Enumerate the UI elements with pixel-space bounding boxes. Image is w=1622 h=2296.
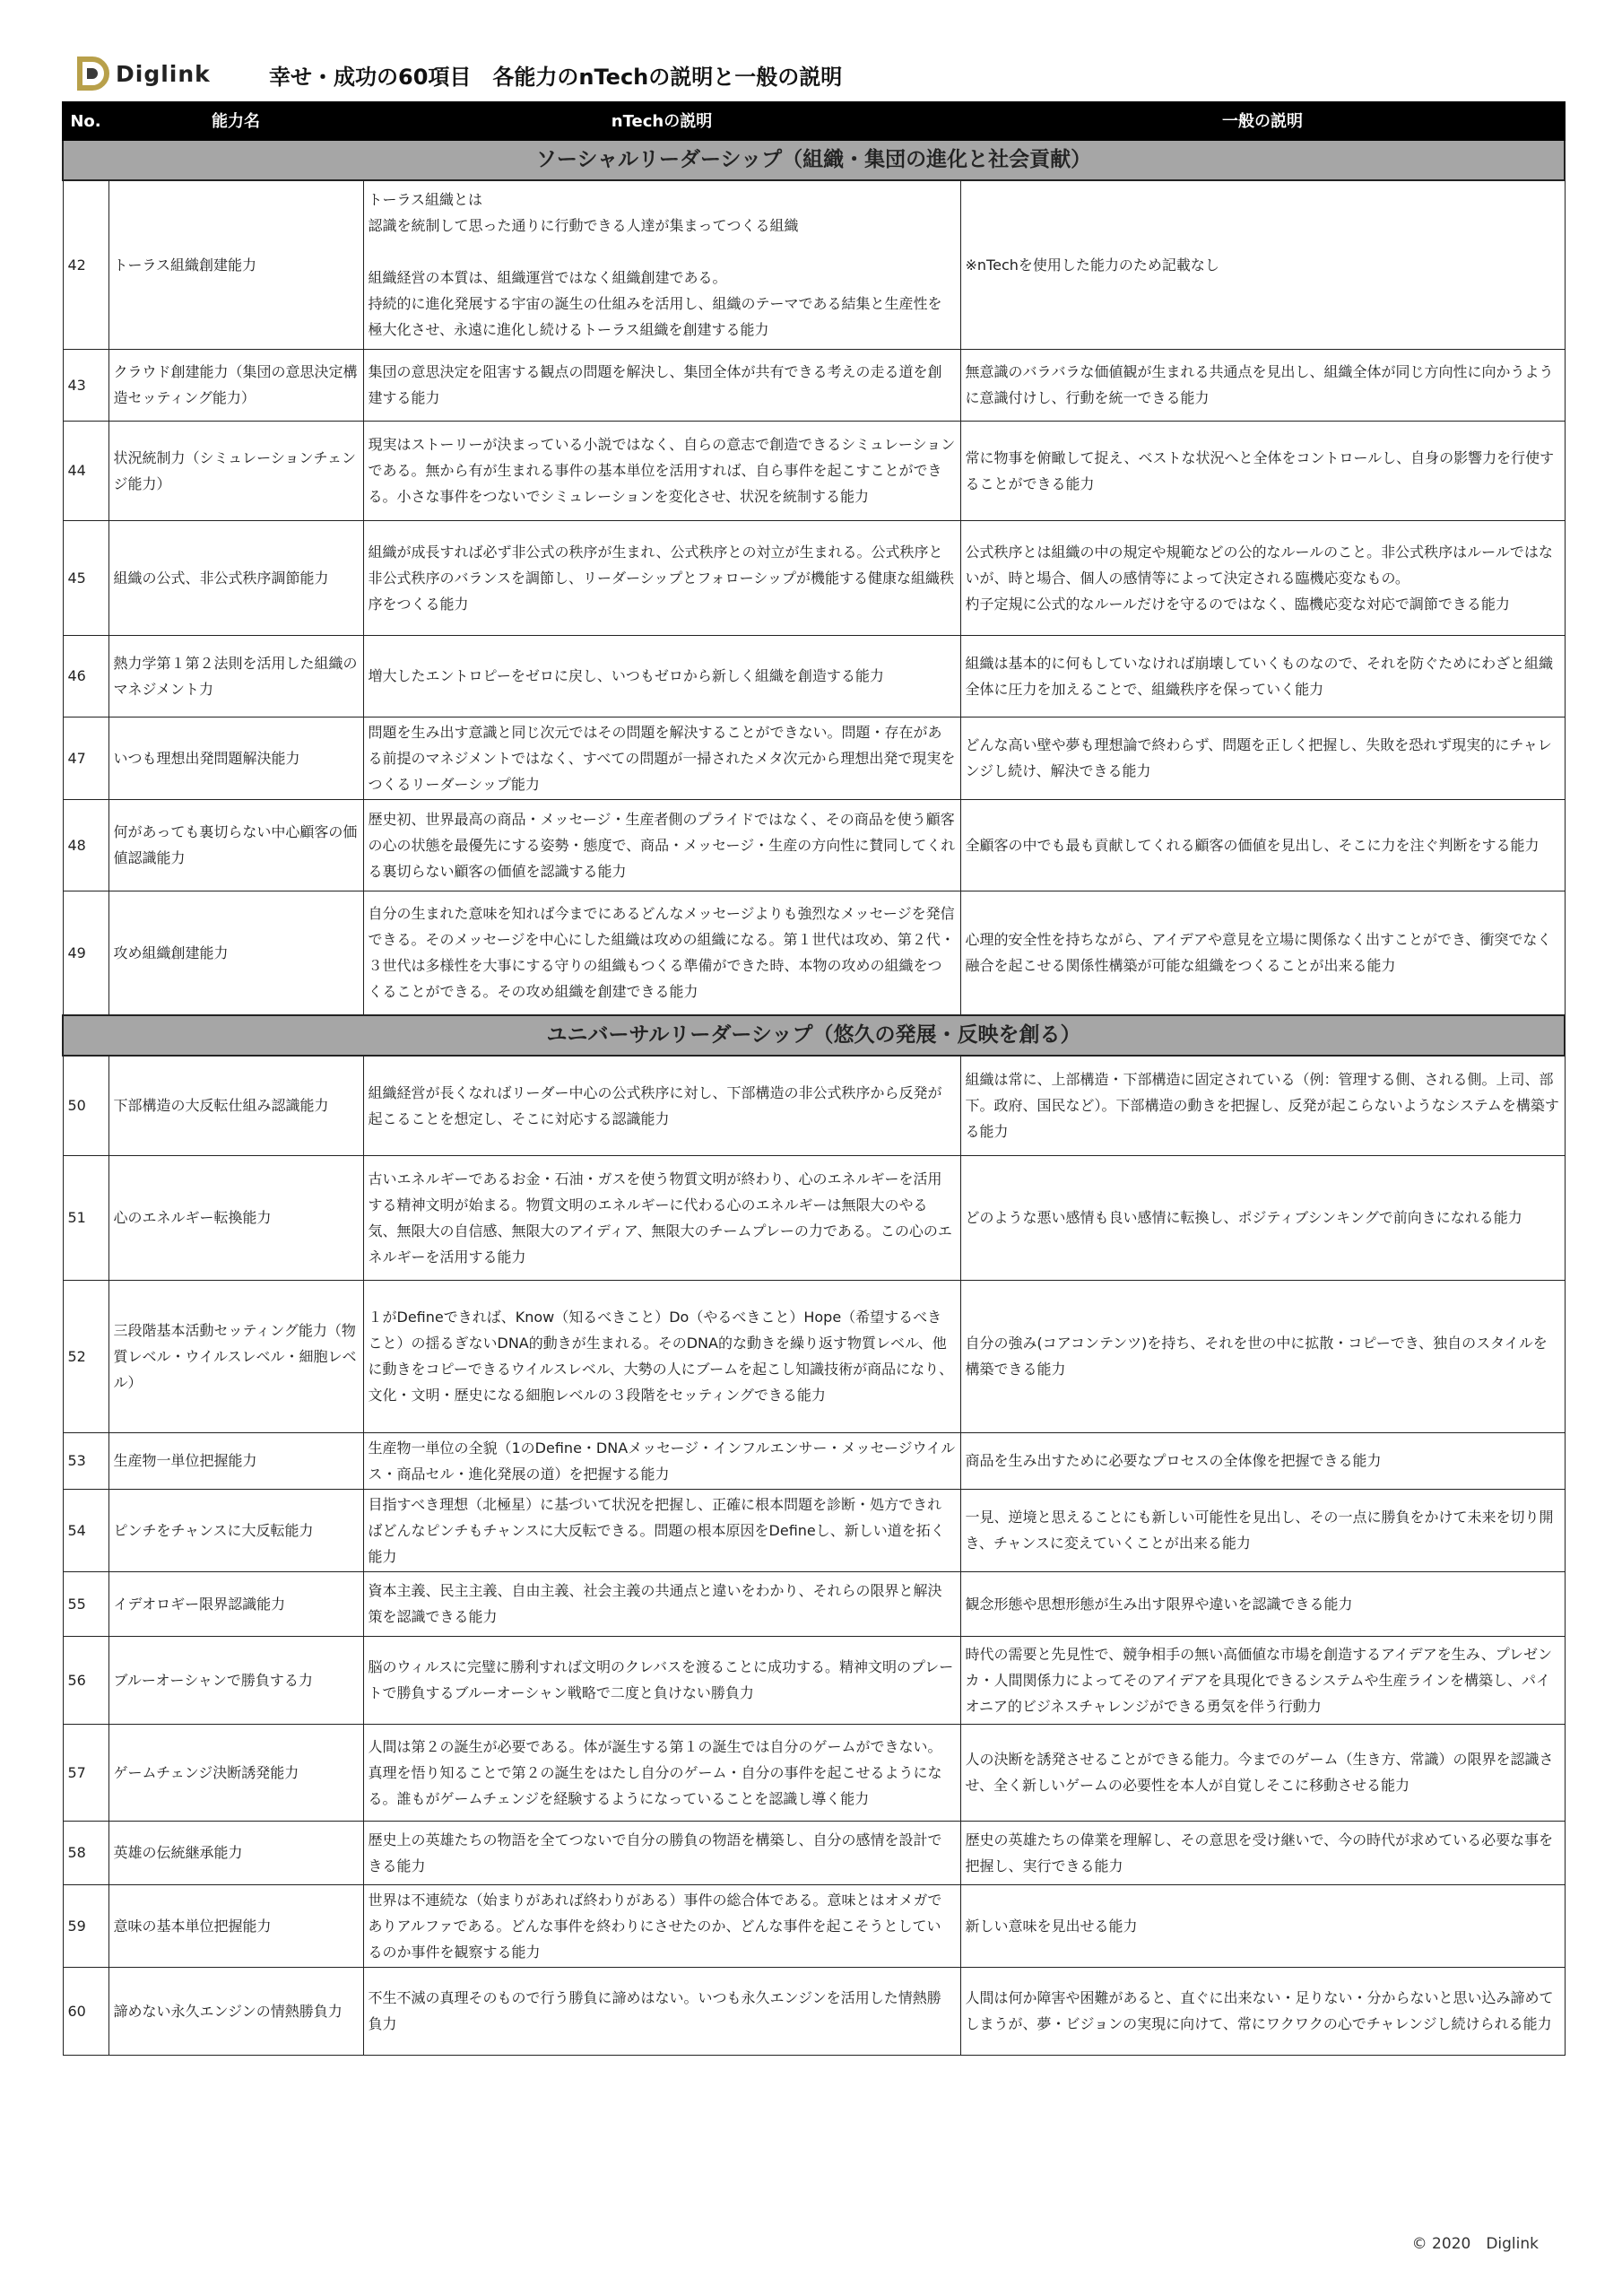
ability-name: 攻め組織創建能力 [113, 944, 229, 961]
row-number-cell [63, 1724, 108, 1821]
general-description-cell [960, 1155, 1565, 1280]
diglink-logo-icon [76, 56, 110, 91]
table-body [63, 140, 1565, 2055]
row-number-cell [63, 1155, 108, 1280]
row-number: 46 [67, 667, 86, 684]
general-description-cell [960, 180, 1565, 349]
brand-logo [76, 52, 211, 95]
row-number: 52 [67, 1347, 86, 1365]
ntech-description: 現実はストーリーが決まっている小説ではなく、自らの意志で創造できるシミュレーションである。無から有が生まれる事件の基本単位を活用すれば、自ら事件を起こすことができる。小さな事件をつないでシミュレーションを変化させ、状況を統制する能力 [368, 436, 956, 505]
general-description: どんな高い壁や夢も理想論で終わらず、問題を正しく把握し、失敗を恐れず現実的にチャレンジし続け、解決できる能力 [965, 736, 1552, 779]
general-description: 公式秩序とは組織の中の規定や規範などの公的なルールのこと。非公式秩序はルールではないが、時と場合、個人の感情等によって決定される臨機応変なもの。 杓子定規に公式的なルールだけを守るのではなく、臨機応変な対応で調節できる能力 [965, 543, 1553, 613]
ntech-description: 増大したエントロピーをゼロに戻し、いつもゼロから新しく組織を創造する能力 [368, 667, 884, 684]
section-title: ソーシャルリーダーシップ（組織・集団の進化と社会貢献） [63, 140, 1565, 180]
row-number-cell [63, 1280, 108, 1432]
row-number-cell [63, 1636, 108, 1724]
ability-name-cell [108, 1489, 363, 1571]
table-row [63, 1432, 1565, 1489]
ability-name-cell [108, 635, 363, 717]
row-number: 58 [67, 1844, 86, 1861]
ntech-description-cell [363, 799, 960, 891]
row-number-cell [63, 1884, 108, 1967]
general-description: ※nTechを使用した能力のため記載なし [965, 256, 1219, 274]
ability-name-cell [108, 1155, 363, 1280]
general-description-cell [960, 520, 1565, 635]
general-description-cell [960, 891, 1565, 1015]
ntech-description-cell [363, 349, 960, 421]
general-description: 新しい意味を見出せる能力 [965, 1917, 1138, 1935]
ntech-description-cell [363, 891, 960, 1015]
ntech-description: 目指すべき理想（北極星）に基づいて状況を把握し、正確に根本問題を診断・処方できればどんなピンチもチャンスに大反転できる。問題の根本原因をDefineし、新しい道を拓く能力 [368, 1495, 945, 1565]
ntech-description-cell [363, 1056, 960, 1155]
table-row [63, 799, 1565, 891]
ability-name-cell [108, 1821, 363, 1884]
table-row [63, 520, 1565, 635]
ability-name-cell [108, 1884, 363, 1967]
ntech-description: 人間は第２の誕生が必要である。体が誕生する第１の誕生では自分のゲームができない。真理を悟り知ることで第２の誕生をはたし自分のゲーム・自分の事件を起こせるようになる。誰もがゲームチェンジを経験するようになっていることを認識し導く能力 [368, 1737, 942, 1807]
ability-name-cell [108, 180, 363, 349]
ntech-description: トーラス組織とは 認識を統制して思った通りに行動できる人達が集まってつくる組織 組織経営の本質は、組織運営ではなく組織創建である。 持続的に進化発展する宇宙の誕生の仕組みを活用し、組織のテーマである結集と生産性を極大化させ、永遠に進化し続けるトーラス組織を創建する能力 [368, 191, 942, 339]
general-description: 自分の強み(コアコンテンツ)を持ち、それを世の中に拡散・コピーでき、独自のスタイルを構築できる能力 [965, 1335, 1548, 1378]
ability-name-cell [108, 1571, 363, 1636]
ability-name: ピンチをチャンスに大反転能力 [113, 1521, 314, 1539]
ntech-description: 組織経営が長くなればリーダー中心の公式秩序に対し、下部構造の非公式秩序から反発が起こることを想定し、そこに対応する認識能力 [368, 1083, 942, 1127]
ability-name: イデオロギー限界認識能力 [113, 1595, 286, 1613]
table-row [63, 1636, 1565, 1724]
general-description: 組織は常に、上部構造・下部構造に固定されている（例：管理する側、される側。上司、部下。政府、国民など）。下部構造の動きを把握し、反発が起こらないようなシステムを構築する能力 [965, 1071, 1559, 1141]
ntech-description-cell [363, 1489, 960, 1571]
ability-name-cell [108, 520, 363, 635]
table-row [63, 1155, 1565, 1280]
row-number-cell [63, 349, 108, 421]
ability-name: クラウド創建能力（集団の意思決定構造セッティング能力） [113, 363, 358, 406]
table-row [63, 1056, 1565, 1155]
general-description-cell [960, 717, 1565, 799]
page-header [76, 52, 1556, 95]
general-description: 歴史の英雄たちの偉業を理解し、その意思を受け継いで、今の時代が求めている必要な事を把握し、実行できる能力 [965, 1831, 1554, 1874]
ntech-description: 生産物一単位の全貌（1のDefine・DNAメッセージ・インフルエンサー・メッセージウイルス・商品セル・進化発展の道）を把握する能力 [368, 1439, 956, 1483]
general-description-cell [960, 635, 1565, 717]
row-number-cell [63, 1056, 108, 1155]
ntech-description-cell [363, 717, 960, 799]
row-number: 42 [67, 256, 86, 274]
section-header-row [63, 140, 1565, 180]
ability-name: 組織の公式、非公式秩序調節能力 [113, 569, 329, 587]
ntech-description: 組織が成長すれば必ず非公式の秩序が生まれ、公式秩序との対立が生まれる。公式秩序と非公式秩序のバランスを調節し、リーダーシップとフォローシップが機能する健康な組織秩序をつくる能力 [368, 543, 954, 613]
row-number: 44 [67, 462, 86, 479]
ability-name-cell [108, 891, 363, 1015]
ntech-description-cell [363, 421, 960, 520]
table-row [63, 891, 1565, 1015]
ntech-description-cell [363, 1821, 960, 1884]
table-row [63, 1280, 1565, 1432]
table-row [63, 349, 1565, 421]
general-description: 一見、逆境と思えることにも新しい可能性を見出し、その一点に勝負をかけて未来を切り開き、チャンスに変えていくことが出来る能力 [965, 1509, 1554, 1552]
ability-name-cell [108, 421, 363, 520]
ntech-description: 古いエネルギーであるお金・石油・ガスを使う物質文明が終わり、心のエネルギーを活用する精神文明が始まる。物質文明のエネルギーに代わる心のエネルギーは無限大のやる気、無限大の自信感、無限大のアイディア、無限大のチームプレーの力である。この心のエネルギーを活用する能力 [368, 1170, 952, 1265]
general-description-cell [960, 1724, 1565, 1821]
general-description-cell [960, 1967, 1565, 2055]
ability-name: トーラス組織創建能力 [113, 256, 257, 274]
row-number-cell [63, 635, 108, 717]
general-description: 観念形態や思想形態が生み出す限界や違いを認識できる能力 [965, 1595, 1353, 1613]
ntech-description-cell [363, 1432, 960, 1489]
row-number-cell [63, 1432, 108, 1489]
row-number: 43 [67, 376, 86, 394]
general-description: 商品を生み出すために必要なプロセスの全体像を把握できる能力 [965, 1452, 1382, 1469]
ability-name-cell [108, 1636, 363, 1724]
row-number-cell [63, 717, 108, 799]
row-number: 49 [67, 944, 86, 961]
ability-name-cell [108, 717, 363, 799]
general-description: 心理的安全性を持ちながら、アイデアや意見を立場に関係なく出すことができ、衝突でなく融合を起こせる関係性構築が可能な組織をつくることが出来る能力 [965, 931, 1552, 975]
row-number-cell [63, 1489, 108, 1571]
ability-name: いつも理想出発問題解決能力 [113, 749, 300, 767]
table-row [63, 717, 1565, 799]
ntech-description: 脳のウィルスに完璧に勝利すれば文明のクレバスを渡ることに成功する。精神文明のプレートで勝負するブルーオーシャン戦略で二度と負けない勝負力 [368, 1658, 954, 1701]
ntech-description: １がDefineできれば、Know（知るべきこと）Do（やるべきこと）Hope（希望するべきこと）の揺るぎないDNA的動きが生まれる。そのDNA的な動きを繰り返す物質レベル、他に動きをコピーできるウイルスレベル、大勢の人にブームを起こし知識技術が商品になり、文化・文明・歴史になる細胞レベルの３段階をセッティングできる能力 [368, 1309, 954, 1404]
section-header-row [63, 1015, 1565, 1056]
ntech-description-cell [363, 1724, 960, 1821]
page-title: 幸せ・成功の60項目 各能力のnTechの説明と一般の説明 [269, 65, 843, 90]
general-description-cell [960, 1056, 1565, 1155]
row-number-cell [63, 891, 108, 1015]
general-description-cell [960, 799, 1565, 891]
row-number: 54 [67, 1521, 86, 1539]
ability-name: 熱力学第１第２法則を活用した組織のマネジメント力 [113, 654, 358, 698]
row-number: 51 [67, 1209, 86, 1226]
ability-name-cell [108, 349, 363, 421]
general-description-cell [960, 1489, 1565, 1571]
ability-name-cell [108, 1724, 363, 1821]
ntech-description: 自分の生まれた意味を知れば今までにあるどんなメッセージよりも強烈なメッセージを発信できる。そのメッセージを中心にした組織は攻めの組織になる。第１世代は攻め、第２代・３世代は多様性を大事にする守りの組織もつくる準備ができた時、本物の攻めの組織をつくることができる。その攻め組織を創建できる能力 [368, 905, 955, 1001]
table-row [63, 1724, 1565, 1821]
ability-name-cell [108, 799, 363, 891]
ability-name: 生産物一単位把握能力 [113, 1452, 257, 1469]
row-number: 50 [67, 1097, 86, 1115]
ability-name: 三段階基本活動セッティング能力（物質レベル・ウイルスレベル・細胞レベル） [113, 1321, 357, 1391]
column-header-ntech: nTechの説明 [363, 102, 960, 140]
general-description-cell [960, 1280, 1565, 1432]
row-number-cell [63, 1571, 108, 1636]
row-number-cell [63, 1821, 108, 1884]
row-number: 53 [67, 1452, 86, 1469]
row-number: 45 [67, 569, 86, 587]
ntech-description: 歴史上の英雄たちの物語を全てつないで自分の勝負の物語を構築し、自分の感情を設計できる能力 [368, 1831, 942, 1874]
general-description: 常に物事を俯瞰して捉え、ベストな状況へと全体をコントロールし、自身の影響力を行使することができる能力 [965, 448, 1555, 492]
row-number: 48 [67, 836, 86, 854]
row-number: 60 [67, 2002, 86, 2020]
row-number: 55 [67, 1595, 86, 1613]
row-number-cell [63, 421, 108, 520]
column-header-no: No. [63, 102, 108, 140]
ability-name-cell [108, 1967, 363, 2055]
table-row [63, 1884, 1565, 1967]
general-description: 組織は基本的に何もしていなければ崩壊していくものなので、それを防ぐためにわざと組織全体に圧力を加えることで、組織秩序を保っていく能力 [965, 654, 1554, 698]
row-number-cell [63, 1967, 108, 2055]
ability-name: ゲームチェンジ決断誘発能力 [113, 1763, 299, 1781]
ability-name: ブルーオーシャンで勝負する力 [113, 1671, 313, 1689]
ntech-description: 不生不滅の真理そのもので行う勝負に諦めはない。いつも永久エンジンを活用した情熱勝負力 [368, 1989, 941, 2032]
ability-name-cell [108, 1056, 363, 1155]
general-description: どのような悪い感情も良い感情に転換し、ポジティブシンキングで前向きになれる能力 [965, 1209, 1522, 1226]
general-description-cell [960, 421, 1565, 520]
general-description-cell [960, 1571, 1565, 1636]
table-row [63, 1571, 1565, 1636]
general-description-cell [960, 1636, 1565, 1724]
row-number-cell [63, 520, 108, 635]
ability-name: 諦めない永久エンジンの情熱勝負力 [113, 2002, 343, 2020]
ntech-description-cell [363, 1967, 960, 2055]
table-header-row [63, 102, 1565, 140]
ntech-description-cell [363, 1884, 960, 1967]
ntech-description-cell [363, 1155, 960, 1280]
row-number: 56 [67, 1671, 86, 1689]
general-description: 無意識のバラバラな価値観が生まれる共通点を見出し、組織全体が同じ方向性に向かうように意識付けし、行動を統一できる能力 [965, 363, 1554, 406]
ntech-description: 資本主義、民主主義、自由主義、社会主義の共通点と違いをわかり、それらの限界と解決策を認識できる能力 [368, 1582, 942, 1625]
ability-name-cell [108, 1280, 363, 1432]
table-row [63, 1967, 1565, 2055]
ntech-description-cell [363, 180, 960, 349]
ability-name: 英雄の伝統継承能力 [113, 1844, 243, 1861]
general-description: 全顧客の中でも最も貢献してくれる顧客の価値を見出し、そこに力を注ぐ判断をする能力 [965, 836, 1540, 854]
column-header-general: 一般の説明 [960, 102, 1565, 140]
ntech-description-cell [363, 1636, 960, 1724]
ntech-description: 集団の意思決定を阻害する観点の問題を解決し、集団全体が共有できる考えの走る道を創建する能力 [368, 363, 942, 406]
ability-name-cell [108, 1432, 363, 1489]
general-description-cell [960, 1432, 1565, 1489]
general-description: 人の決断を誘発させることができる能力。今までのゲーム（生き方、常識）の限界を認識させ、全く新しいゲームの必要性を本人が自覚しそこに移動させる能力 [965, 1751, 1554, 1794]
general-description-cell [960, 1884, 1565, 1967]
general-description: 人間は何か障害や困難があると、直ぐに出来ない・足りない・分からないと思い込み諦めてしまうが、夢・ビジョンの実現に向けて、常にワクワクの心でチャレンジし続けられる能力 [965, 1989, 1554, 2032]
ability-name: 何があっても裏切らない中心顧客の価値認識能力 [113, 823, 358, 866]
table-row [63, 635, 1565, 717]
row-number-cell [63, 799, 108, 891]
table-row [63, 1821, 1565, 1884]
ntech-description-cell [363, 1280, 960, 1432]
ntech-description-cell [363, 520, 960, 635]
ability-name: 意味の基本単位把握能力 [113, 1917, 272, 1935]
brand-name: Diglink [116, 60, 211, 87]
row-number: 47 [67, 749, 86, 767]
general-description-cell [960, 349, 1565, 421]
row-number: 57 [67, 1763, 86, 1781]
row-number: 59 [67, 1917, 86, 1935]
general-description: 時代の需要と先見性で、競争相手の無い高価値な市場を創造するアイデアを生み、プレゼンカ・人間関係力によってそのアイデアを具現化できるシステムや生産ラインを構築し、パイオニア的ビジネスチャレンジができる勇気を伴う行動力 [965, 1645, 1553, 1715]
table-row [63, 421, 1565, 520]
ntech-description: 問題を生み出す意識と同じ次元ではその問題を解決することができない。問題・存在がある前提のマネジメントではなく、すべての問題が一掃されたメタ次元から理想出発で現実をつくるリーダーシップ能力 [368, 723, 956, 793]
section-title: ユニバーサルリーダーシップ（悠久の発展・反映を創る） [63, 1015, 1565, 1056]
ability-name: 下部構造の大反転仕組み認識能力 [113, 1097, 329, 1115]
ntech-description: 世界は不連続な（始まりがあれば終わりがある）事件の総合体である。意味とはオメガでありアルファである。どんな事件を終わりにさせたのか、どんな事件を起こそうとしているのか事件を観察する能力 [368, 1891, 942, 1961]
table-row [63, 1489, 1565, 1571]
ntech-description-cell [363, 1571, 960, 1636]
ability-name: 心のエネルギー転換能力 [113, 1209, 272, 1226]
general-description-cell [960, 1821, 1565, 1884]
ntech-description: 歴史初、世界最高の商品・メッセージ・生産者側のプライドではなく、その商品を使う顧客の心の状態を最優先にする姿勢・態度で、商品・メッセージ・生産の方向性に賛同してくれる裏切らない顧客の価値を認識する能力 [368, 810, 956, 880]
copyright-footer: © 2020 Diglink [1411, 2235, 1539, 2253]
column-header-name: 能力名 [108, 102, 363, 140]
row-number-cell [63, 180, 108, 349]
table-row [63, 180, 1565, 349]
ability-name: 状況統制力（シミュレーションチェンジ能力） [113, 448, 357, 492]
ntech-description-cell [363, 635, 960, 717]
abilities-table [62, 101, 1566, 2056]
